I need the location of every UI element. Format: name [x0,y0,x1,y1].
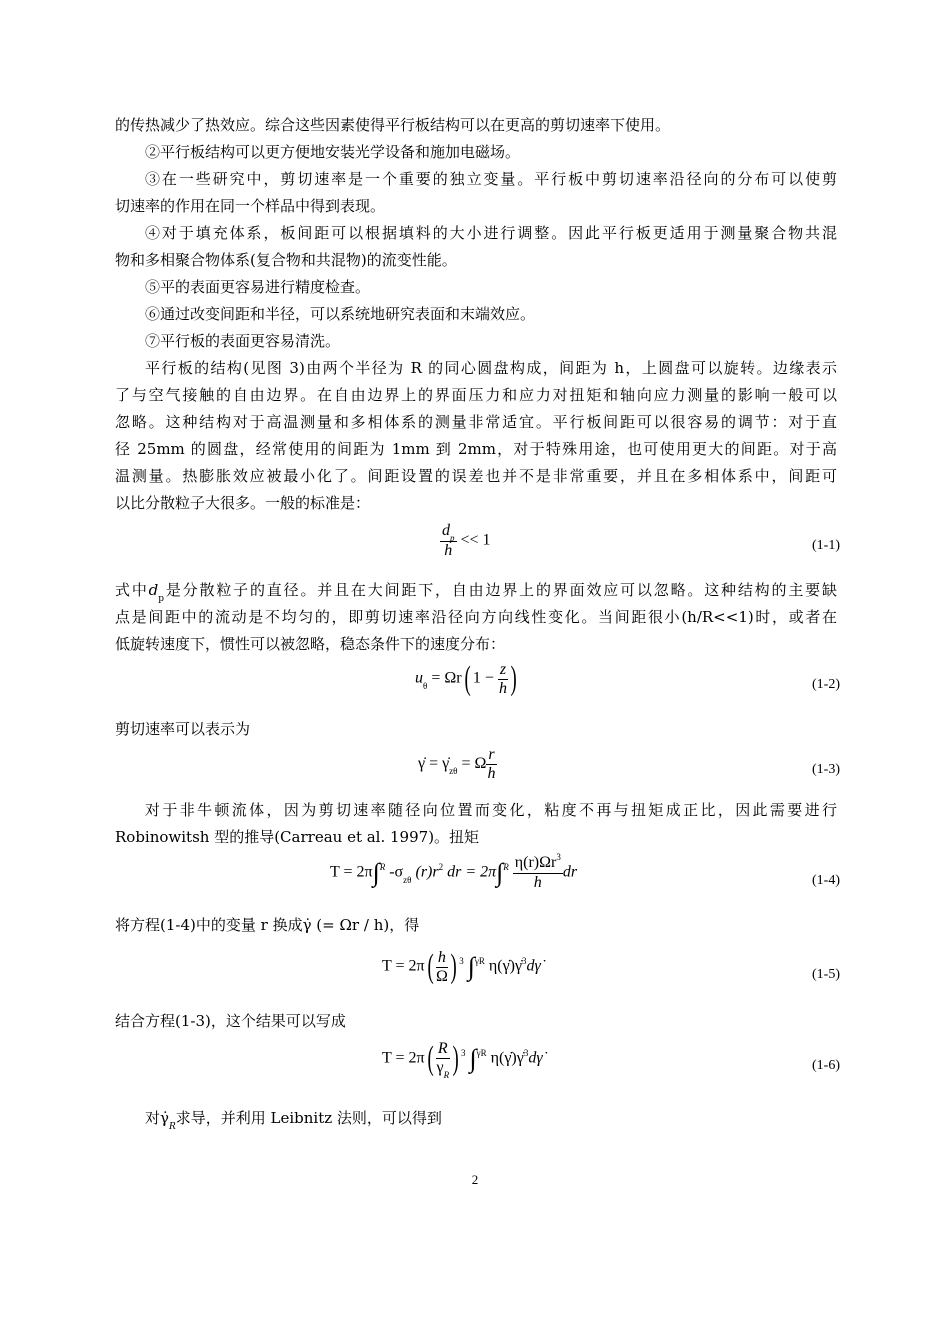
equation-1-3: γ̇ = $\gammȧ_{z\theta} = \Omega$ $\frac{r}{h}$ [418,746,496,782]
equation-1-2: $u_\theta = \Omega r$( 1 − $\frac{z}{h}$ ) [415,660,517,697]
paragraph-line: 结合方程(1-3)，这个结果可以写成 [115,1012,346,1030]
equation-label: (1-2) [812,677,840,692]
paragraph-line: 对于非牛顿流体，因为剪切速率随径向位置而变化，粘度不再与扭矩成正比，因此需要进行 [145,801,837,819]
paragraph-line: ⑤平的表面更容易进行精度检查。 [145,278,371,296]
paragraph-line: ⑦平行板的表面更容易清洗。 [145,332,341,350]
paragraph-line: 点是间距中的流动是不均匀的，即剪切速率沿径向方向线性变化。当间距很小(h/R<<1)时，或者在 [115,608,837,626]
paragraph-line: 低旋转速度下，惯性可以被忽略，稳态条件下的速度分布： [115,635,506,653]
paragraph-line: 平行板的结构(见图 3)由两个半径为 R 的同心圆盘构成，间距为 h，上圆盘可以旋转。边缘表示 [145,359,837,377]
paragraph-line: 温测量。热膨胀效应被最小化了。间距设置的误差也并不是非常重要，并且在多相体系中，间距可 [115,467,837,485]
paragraph-line: ②平行板结构可以更方便地安装光学设备和施加电磁场。 [145,143,521,161]
page-number: 2 [471,1172,479,1187]
paragraph-line: 径 25mm 的圆盘，经常使用的间距为 1mm 到 2mm，对于特殊用途，也可使用更大的间距。对于高 [115,440,837,458]
equation-label: (1-5) [812,967,840,982]
equation-1-6: T = 2π( $\frac{R}{\gamma_R}$ ) $^3$ ∫$^{\gamma R}$ η(γ̇)γ̇$^3$dγ̇ [382,1040,543,1080]
equation-label: (1-4) [812,873,840,888]
paragraph-line: 对$\gammȧ_R$求导，并利用 Leibnitz 法则，可以得到 [145,1109,442,1132]
paragraph-line: 切速率的作用在同一个样品中得到表现。 [115,197,386,215]
paragraph-line: ④对于填充体系，板间距可以根据填料的大小进行调整。因此平行板更适用于测量聚合物共混 [145,224,837,242]
paragraph-line: 物和多相聚合物体系(复合物和共混物)的流变性能。 [115,251,457,269]
paragraph-line: 的传热减少了热效应。综合这些因素使得平行板结构可以在更高的剪切速率下使用。 [115,116,671,134]
paragraph-line: Robinowitsh 型的推导(Carreau et al. 1997)。扭矩 [115,828,480,846]
paragraph-line: 剪切速率可以表示为 [115,720,251,738]
equation-1-1: $\frac{d_p}{h}$ << 1 [442,522,491,559]
paragraph-line: 以比分散粒子大很多。一般的标准是： [115,494,371,512]
paragraph-line: ③在一些研究中，剪切速率是一个重要的独立变量。平行板中剪切速率沿径向的分布可以使剪 [145,170,837,188]
paragraph-line: 将方程(1-4)中的变量 r 换成γ̇ (= Ωr / h)，得 [115,916,420,934]
equation-label: (1-6) [812,1058,840,1073]
equation-1-4: T = 2π∫$^R$ $-\sigma_{z\theta}$ $(r)r^2$ dr = 2π∫$^R$ $\frac{\eta(r)\Omega r^3}{h}$ dr [330,852,578,891]
equation-1-5: T = 2π( $\frac{h}{\Omega}$ ) $^3$ ∫$^{\gamma R}$ η(γ̇)γ̇$^3$dγ̇ [382,948,541,985]
paragraph-line: ⑥通过改变间距和半径，可以系统地研究表面和末端效应。 [145,305,536,323]
equation-label: (1-1) [812,538,840,553]
paragraph-line: 式中$d_p$是分散粒子的直径。并且在大间距下，自由边界上的界面效应可以忽略。这种结构的主要缺 [115,581,837,604]
paragraph-line: 了与空气接触的自由边界。在自由边界上的界面压力和应力对扭矩和轴向应力测量的影响一般可以 [115,386,837,404]
equation-label: (1-3) [812,762,840,777]
paragraph-line: 忽略。这种结构对于高温测量和多相体系的测量非常适宜。平行板间距可以很容易的调节：对于直 [115,413,837,431]
